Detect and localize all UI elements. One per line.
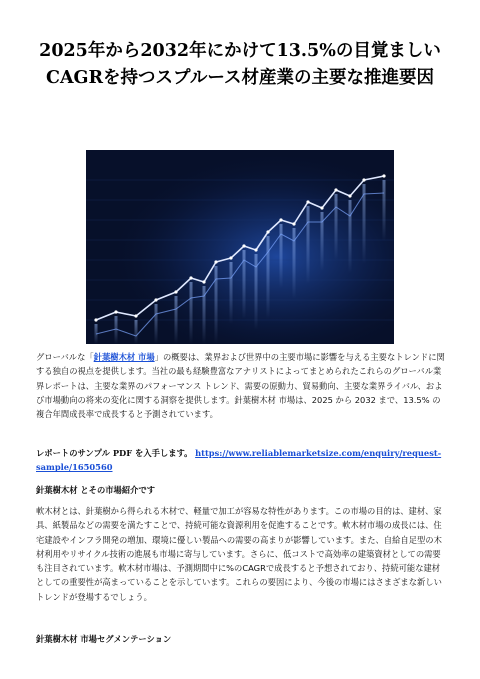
section-heading-segmentation: 針葉樹木材 市場セグメンテーション — [36, 634, 172, 644]
candle-bar — [307, 206, 310, 284]
market-keyword-link[interactable]: 針葉樹木材 市場 — [93, 352, 155, 362]
trend-point — [306, 200, 309, 203]
candle-bar — [115, 316, 118, 344]
trend-point — [266, 230, 269, 233]
financial-chart-image — [86, 150, 394, 344]
candle-bar — [267, 236, 270, 319]
candle-bar — [175, 296, 178, 344]
candle-bar — [349, 200, 352, 273]
section-heading-intro: 針葉樹木材 とその市場紹介です — [36, 485, 156, 495]
trend-point — [279, 218, 282, 221]
trend-point — [134, 314, 137, 317]
trend-point — [362, 178, 365, 181]
sample-request — [36, 446, 446, 475]
trend-point — [348, 194, 351, 197]
trend-point — [229, 256, 232, 259]
candle-bar — [335, 194, 338, 260]
trend-point — [320, 206, 323, 209]
page-title: 2025年から2032年にかけて13.5%の目覚ましいCAGRを持つスプルース材産業の主要な推進要因 — [39, 41, 441, 88]
financial-chart-illustration — [86, 150, 394, 344]
trend-point — [292, 222, 295, 225]
trend-point — [242, 244, 245, 247]
intro-body: 」の概要は、業界および世界中の主要市場に影響を与える主要なトレンドに関する独自の視点を提供します。当社の最も経験豊富なアナリストによってまとめられたこれらのグローバル業界レポートは、主要な業界のパフォーマンス トレンド、需要の原動力、貿易動向、主要な業界ライバル、および市場動向の将来の変化に関する洞察を提供します。針葉樹木材 市場は、2025 から 2032 まで、13.5% の複合年間成長率で成長すると予測されています。 — [36, 352, 445, 420]
intro-prefix: グローバルな「 — [36, 352, 94, 362]
candle-bar — [155, 304, 158, 344]
trend-point — [254, 248, 257, 251]
trend-point — [94, 318, 97, 321]
trend-point — [114, 310, 117, 313]
trend-point — [214, 260, 217, 263]
trend-point — [154, 298, 157, 301]
trend-point — [382, 174, 385, 177]
trend-point — [174, 290, 177, 293]
candle-bar — [215, 266, 218, 344]
intro-paragraph — [36, 350, 446, 421]
sample-url-link[interactable]: https://www.reliablemarketsize.com/enquiry/request-sample/1650560 — [36, 448, 442, 473]
candle-bar — [383, 180, 386, 241]
candle-bar — [190, 282, 193, 344]
candle-bar — [135, 320, 138, 344]
candle-bar — [293, 228, 296, 299]
sample-label: レポートのサンプル PDF を入手します。 — [36, 448, 193, 458]
trend-point — [334, 188, 337, 191]
candle-bar — [230, 262, 233, 324]
trend-point — [189, 276, 192, 279]
market-description-paragraph: 軟木材とは、針葉樹から得られる木材で、軽量で加工が容易な特性があります。この市場の目的は、建材、家具、紙製品などの需要を満たすことで、持続可能な資源利用を促進することです。軟木材市場の成長には、住宅建設やインフラ開発の増加、環境に優しい製品への需要の高まりが影響しています。また、自給自足型の木材利用やリサイクル技術の進展も市場に寄与しています。さらに、低コストで高効率の建築資材としての需要も注目されています。軟木材市場は、予測期間中に%のCAGRで成長すると予想されており、持続可能な建材としての重要性が高まっていることを示しています。これらの要因により、今後の市場にはさまざまな新しいトレンドが登場するでしょう。 — [36, 506, 442, 602]
trend-point — [202, 280, 205, 283]
